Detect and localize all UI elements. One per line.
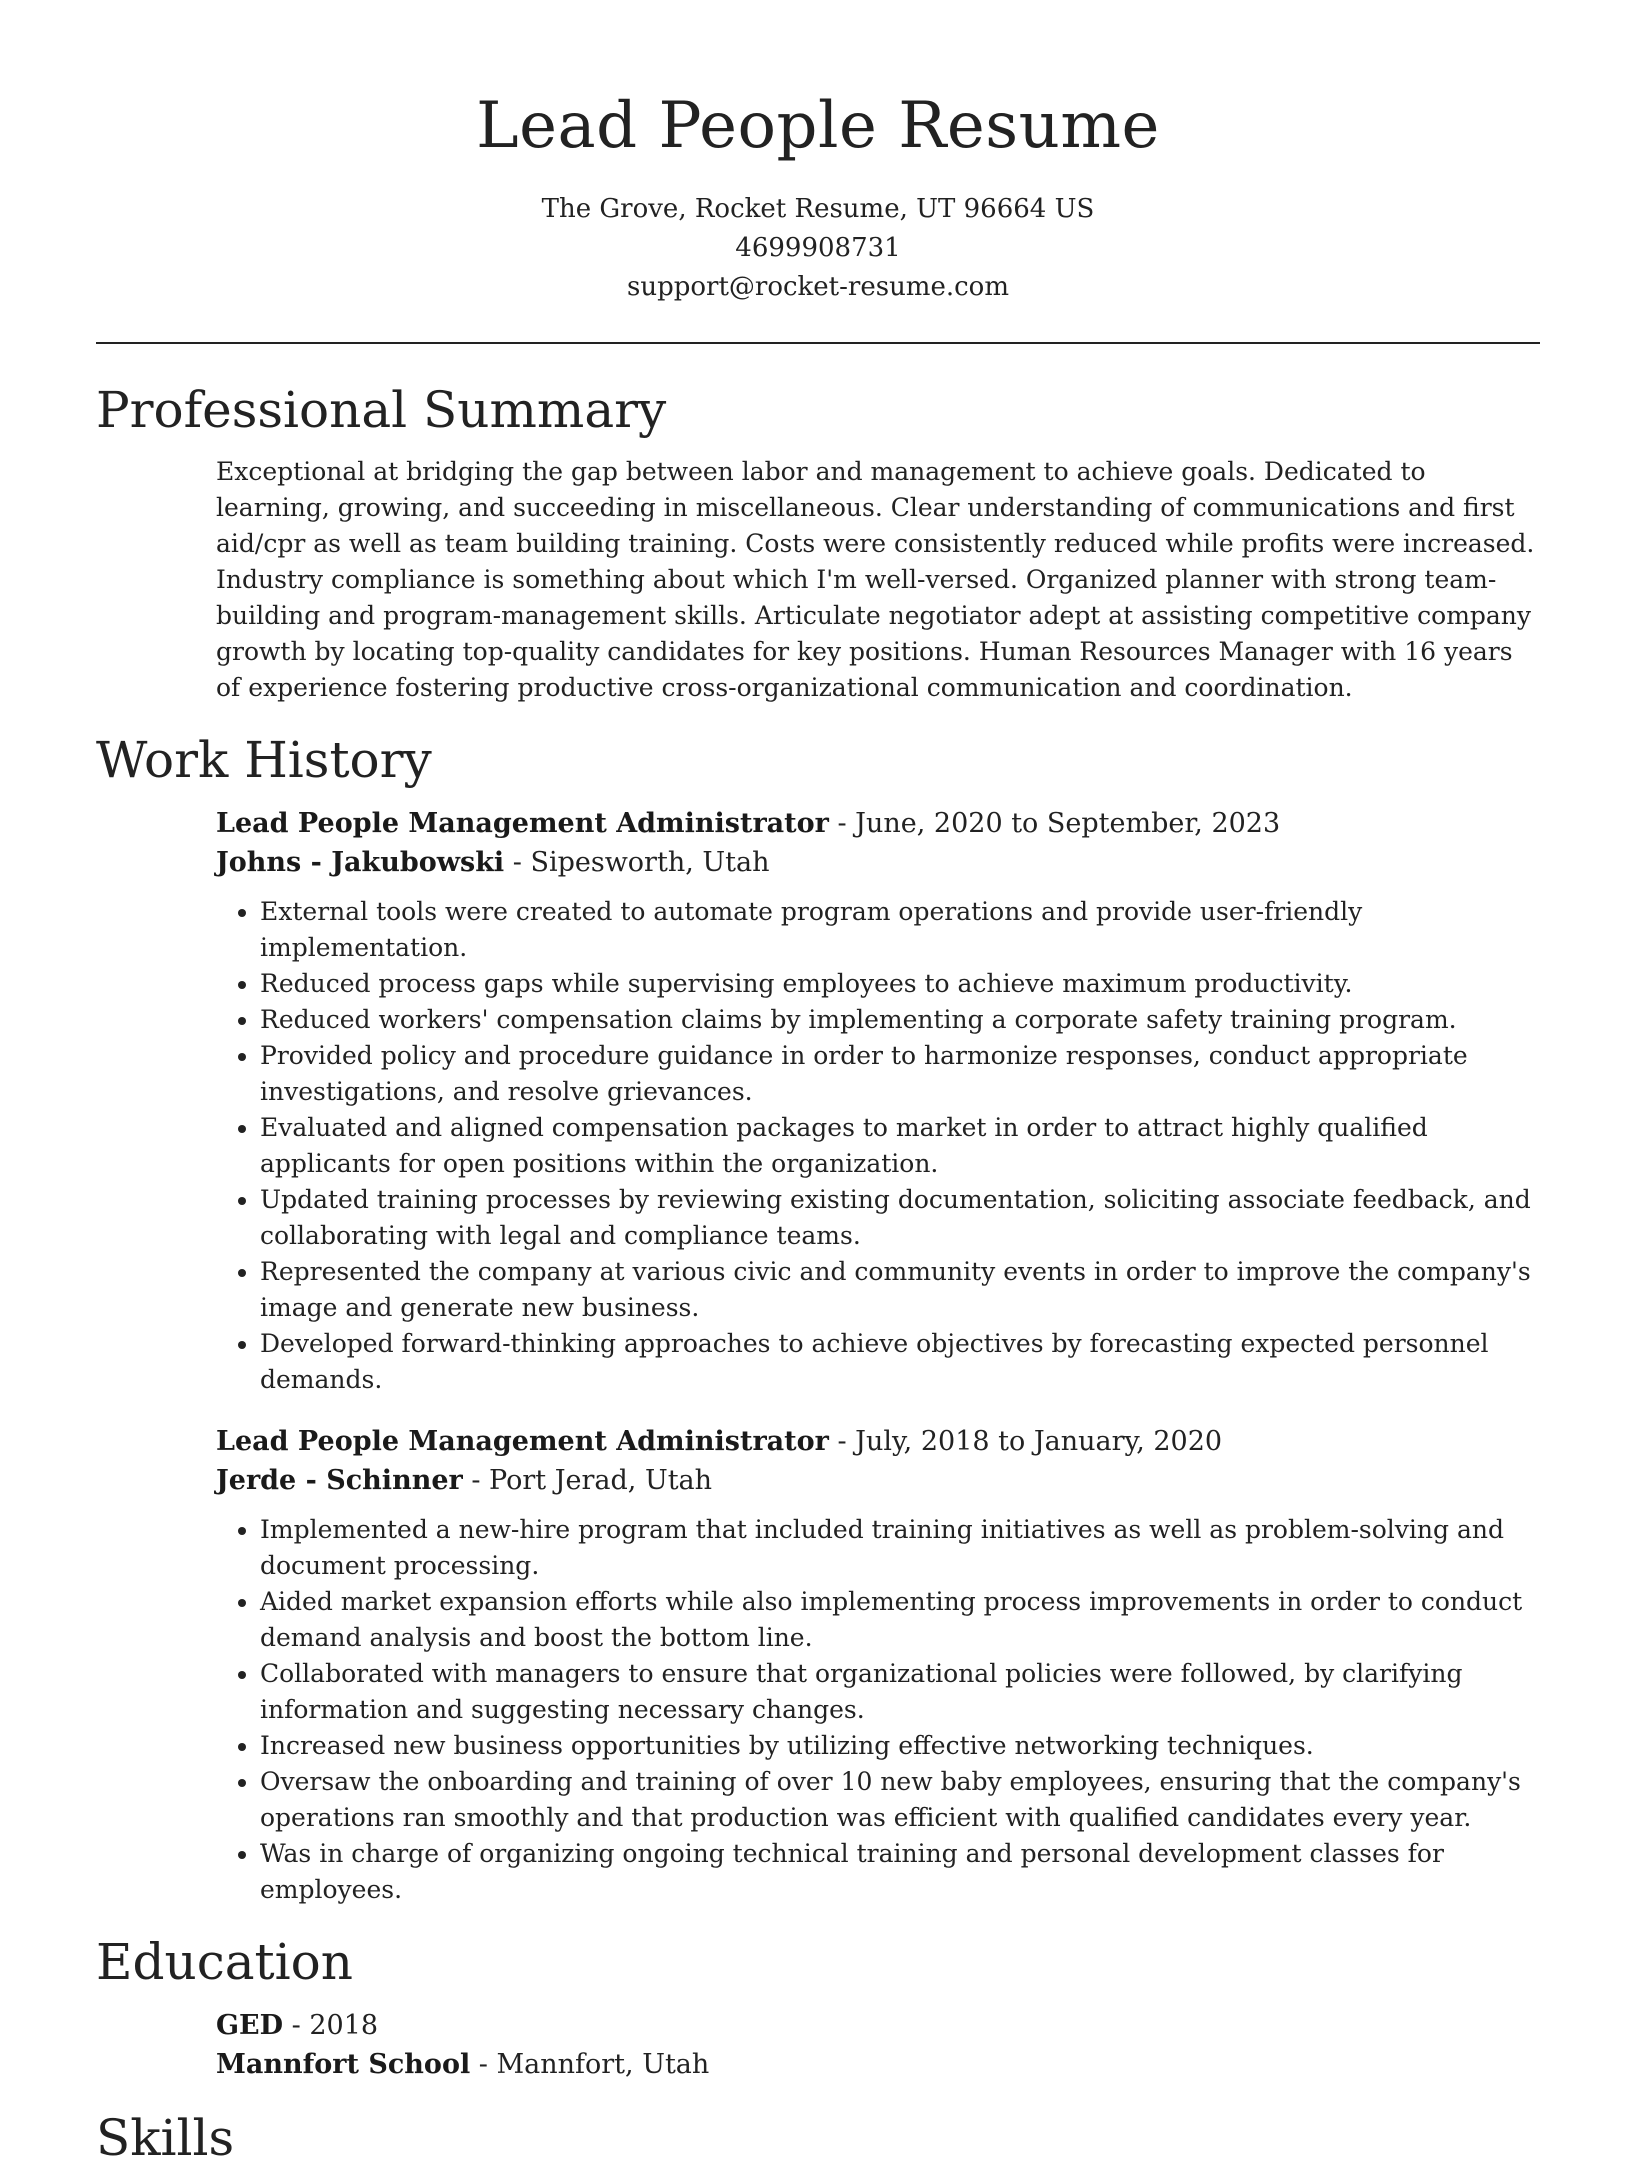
- professional-summary-text: Exceptional at bridging the gap between labor and management to achieve goals. Dedicated to learning, growing, and succeeding in miscellaneous. Clear understanding of communications and first aid/cpr as well as team building training. Costs were consistently reduced while profits were increased. Industry compliance is something about which I'm well-versed. Organized planner with strong team-building and program-management skills. Articulate negotiator adept at assisting competitive company growth by locating top-quality candidates for key positions. Human Resources Manager with 16 years of experience fostering productive cross-organizational communication and coordination.: [216, 457, 1535, 702]
- job-company-line: [216, 1461, 1540, 1500]
- school-location: - Mannfort, Utah: [470, 2049, 710, 2080]
- professional-summary-heading: Professional Summary: [96, 381, 667, 439]
- email-address: support@rocket-resume.com: [626, 272, 1009, 302]
- resume-header: [96, 0, 1540, 307]
- list-item: • Was in charge of organizing ongoing technical training and personal development classes for employees.: [260, 1836, 1540, 1908]
- list-item: • External tools were created to automate program operations and provide user-friendly implementation.: [260, 894, 1540, 966]
- job-company-line: [216, 843, 1540, 882]
- degree-line: [216, 2006, 1540, 2045]
- job-dates: - July, 2018 to January, 2020: [828, 1426, 1223, 1457]
- skills-heading: Skills: [96, 2109, 235, 2167]
- list-item: • Collaborated with managers to ensure that organizational policies were followed, by clarifying information and suggesting necessary changes.: [260, 1656, 1540, 1728]
- list-item: • Updated training processes by reviewing existing documentation, soliciting associate feedback, and collaborating with legal and compliance teams.: [260, 1182, 1540, 1254]
- job-entry: [216, 804, 1540, 1398]
- education-heading: Education: [96, 1933, 353, 1991]
- school-line: [216, 2045, 1540, 2084]
- work-history-heading: Work History: [96, 731, 432, 789]
- list-item: • Increased new business opportunities by utilizing effective networking techniques.: [260, 1728, 1540, 1764]
- list-item: • Oversaw the onboarding and training of over 10 new baby employees, ensuring that the company's operations ran smoothly and that production was efficient with qualified candidates every year.: [260, 1764, 1540, 1836]
- job-company: Johns - Jakubowski: [216, 847, 505, 878]
- list-item: • Evaluated and aligned compensation packages to market in order to attract highly qualified applicants for open positions within the organization.: [260, 1110, 1540, 1182]
- address: The Grove, Rocket Resume, UT 96664 US: [541, 194, 1095, 224]
- job-role: Lead People Management Administrator: [216, 1426, 829, 1457]
- list-item: • Represented the company at various civic and community events in order to improve the company's image and generate new business.: [260, 1254, 1540, 1326]
- graduation-year: - 2018: [283, 2010, 379, 2041]
- job-title-line: [216, 804, 1540, 843]
- education-entry: [216, 2006, 1540, 2084]
- job-company: Jerde - Schinner: [216, 1465, 463, 1496]
- degree: GED: [216, 2010, 284, 2041]
- phone-number: 4699908731: [735, 233, 901, 263]
- list-item: • Implemented a new-hire program that included training initiatives as well as problem-solving and document processing.: [260, 1512, 1540, 1584]
- list-item: • Reduced process gaps while supervising employees to achieve maximum productivity.: [260, 966, 1540, 1002]
- job-bullet-list: [216, 894, 1540, 1398]
- job-entry: [216, 1422, 1540, 1908]
- list-item: • Provided policy and procedure guidance in order to harmonize responses, conduct appropriate investigations, and resolve grievances.: [260, 1038, 1540, 1110]
- school-name: Mannfort School: [216, 2049, 471, 2080]
- list-item: • Developed forward-thinking approaches to achieve objectives by forecasting expected personnel demands.: [260, 1326, 1540, 1398]
- resume-page: [96, 0, 1540, 2170]
- list-item: • Aided market expansion efforts while also implementing process improvements in order to conduct demand analysis and boost the bottom line.: [260, 1584, 1540, 1656]
- job-title-line: [216, 1422, 1540, 1461]
- list-item: • Reduced workers' compensation claims by implementing a corporate safety training program.: [260, 1002, 1540, 1038]
- resume-title: Lead People Resume: [476, 89, 1160, 163]
- header-divider: [96, 342, 1540, 344]
- job-bullet-list: [216, 1512, 1540, 1908]
- job-location: - Port Jerad, Utah: [462, 1465, 713, 1496]
- job-dates: - June, 2020 to September, 2023: [828, 808, 1281, 839]
- job-role: Lead People Management Administrator: [216, 808, 829, 839]
- job-location: - Sipesworth, Utah: [504, 847, 770, 878]
